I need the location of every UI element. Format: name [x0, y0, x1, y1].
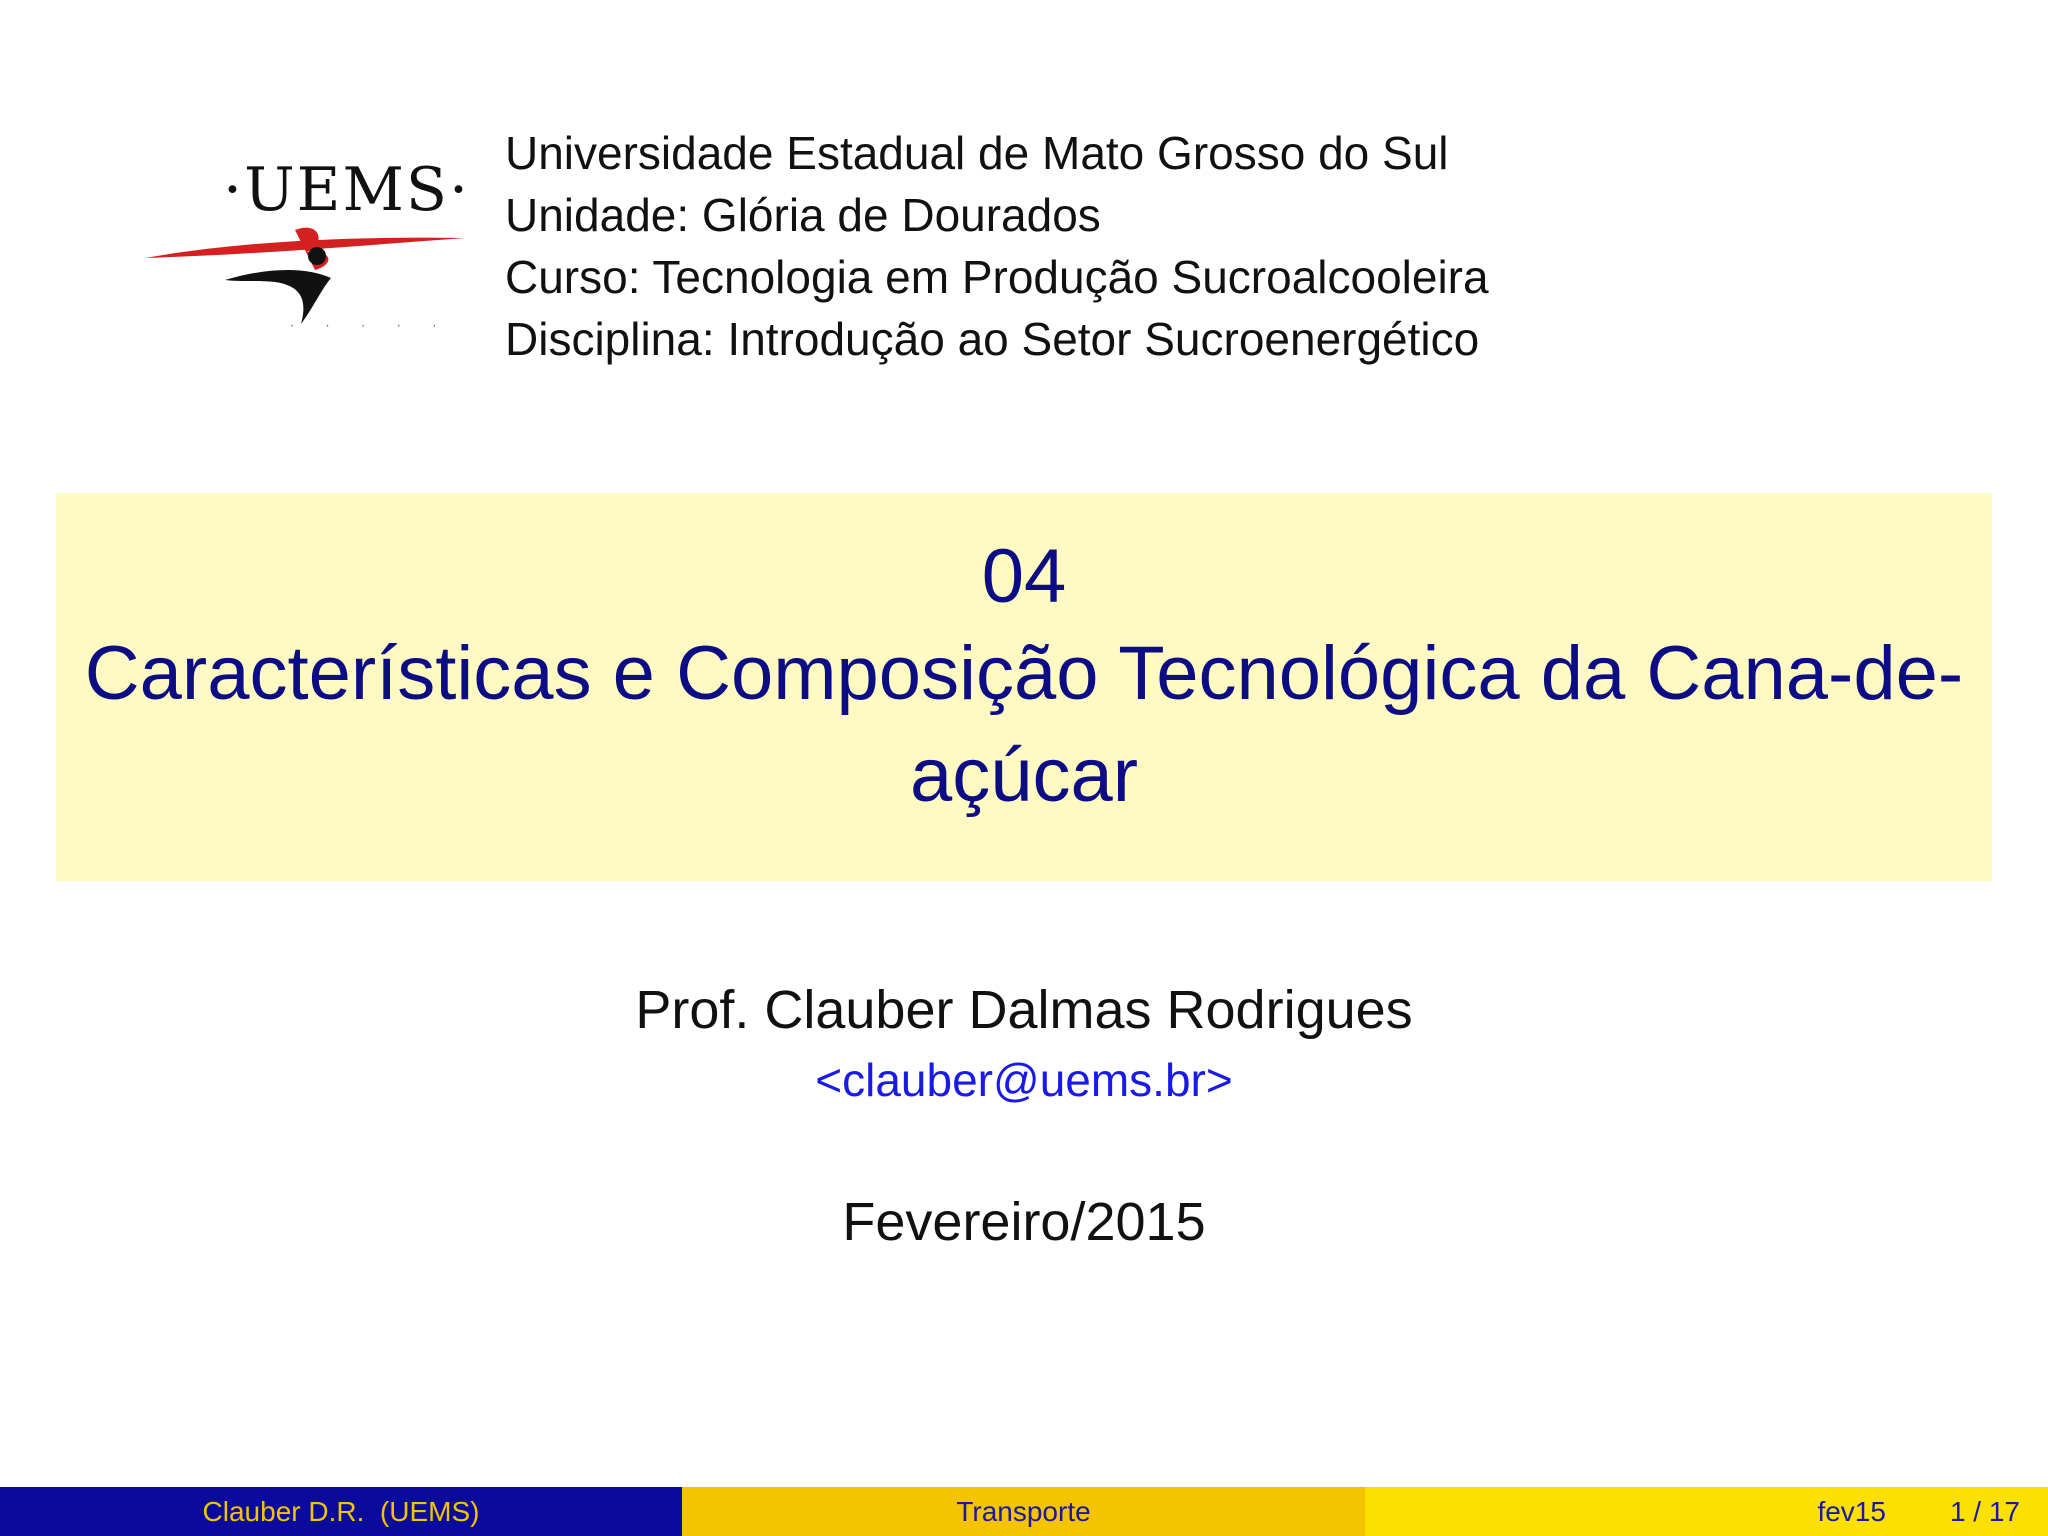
institution-header — [505, 122, 1489, 370]
svg-text:·UEMS·: ·UEMS· — [223, 155, 471, 225]
lecture-number: 04 — [981, 534, 1067, 619]
footer-author — [0, 1487, 682, 1536]
lecture-title: Características e Composição Tecnológica da Cana-de-açúcar — [84, 631, 1964, 818]
header-unit: Unidade: Glória de Dourados — [505, 189, 1101, 241]
footer-info — [1365, 1487, 2048, 1536]
svg-text:· · · · ·: · · · · · — [290, 319, 451, 333]
header-discipline: Disciplina: Introdução ao Setor Sucroenergético — [505, 313, 1480, 365]
footer-author-text: Clauber D.R. (UEMS) — [202, 1495, 480, 1527]
footer-page-number: 1 / 17 — [1949, 1495, 2020, 1527]
footer-bar — [0, 1487, 2048, 1536]
header-university: Universidade Estadual de Mato Grosso do Sul — [505, 127, 1449, 179]
footer-topic-text: Transporte — [956, 1495, 1091, 1527]
header-course: Curso: Tecnologia em Produção Sucroalcooleira — [505, 251, 1489, 303]
footer-topic — [682, 1487, 1365, 1536]
footer-date: fev15 — [1817, 1495, 1886, 1527]
author-email-link[interactable]: <clauber@uems.br> — [815, 1054, 1233, 1106]
author-name: Prof. Clauber Dalmas Rodrigues — [635, 980, 1413, 1040]
presentation-date: Fevereiro/2015 — [842, 1192, 1206, 1252]
uems-logo — [145, 140, 475, 340]
title-box — [56, 493, 1992, 881]
